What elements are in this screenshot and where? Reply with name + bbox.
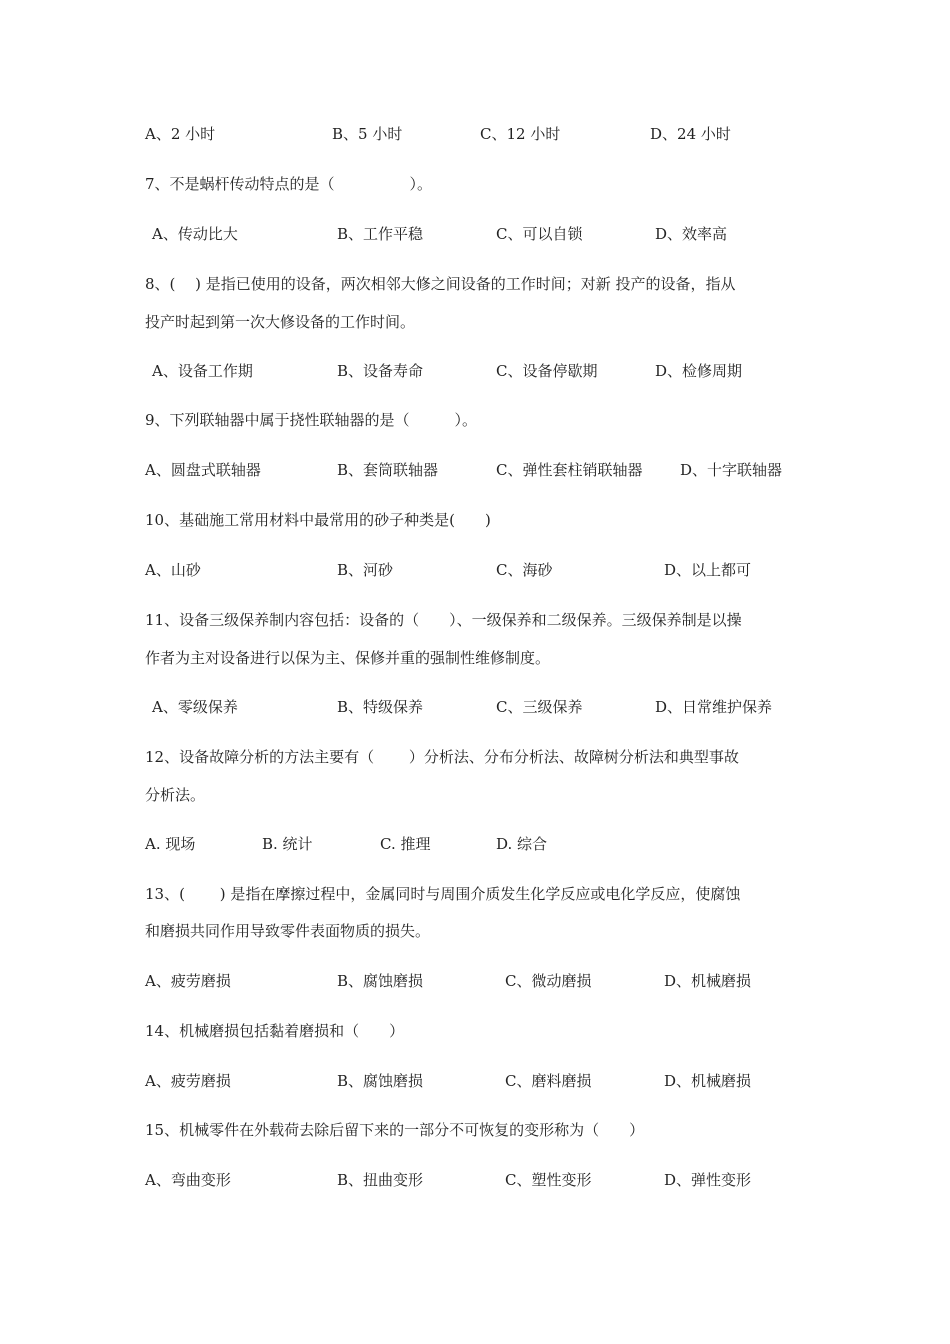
- q10-option-b: B、河砂: [337, 561, 394, 579]
- q15-option-c: C、塑性变形: [505, 1171, 592, 1189]
- q8-option-a: A、设备工作期: [152, 362, 253, 380]
- q7-option-b: B、工作平稳: [337, 225, 424, 243]
- q13-option-a: A、疲劳磨损: [145, 972, 231, 990]
- q13-option-c: C、微动磨损: [505, 972, 592, 990]
- question-12-line-2: 分析法。: [145, 786, 206, 804]
- q14-option-d: D、机械磨损: [664, 1072, 752, 1090]
- q8-option-b: B、设备寿命: [337, 362, 424, 380]
- q11-option-b: B、特级保养: [337, 698, 424, 716]
- q12-option-c: C. 推理: [380, 835, 431, 853]
- q11-option-a: A、零级保养: [152, 698, 238, 716]
- question-8-line-1: 8、( ) 是指已使用的设备，两次相邻大修之间设备的工作时间；对新 投产的设备，指从: [145, 275, 736, 293]
- q9-option-b: B、套筒联轴器: [337, 461, 439, 479]
- q13-option-b: B、腐蚀磨损: [337, 972, 424, 990]
- q15-option-a: A、弯曲变形: [145, 1171, 231, 1189]
- question-11-line-1: 11、设备三级保养制内容包括：设备的（ ）、一级保养和二级保养。三级保养制是以操: [145, 611, 742, 629]
- q7-option-a: A、传动比大: [152, 225, 238, 243]
- q12-option-b: B. 统计: [262, 835, 313, 853]
- q15-option-d: D、弹性变形: [664, 1171, 752, 1189]
- q6-option-a: A、2 小时: [145, 125, 216, 143]
- question-13-line-2: 和磨损共同作用导致零件表面物质的损失。: [145, 922, 431, 940]
- q14-option-a: A、疲劳磨损: [145, 1072, 231, 1090]
- q7-option-d: D、效率高: [655, 225, 728, 243]
- q8-option-d: D、检修周期: [655, 362, 743, 380]
- question-11-line-2: 作者为主对设备进行以保为主、保修并重的强制性维修制度。: [145, 649, 551, 667]
- q12-option-d: D. 综合: [496, 835, 548, 853]
- q7-option-c: C、可以自锁: [496, 225, 583, 243]
- q9-option-d: D、十字联轴器: [680, 461, 783, 479]
- q15-option-b: B、扭曲变形: [337, 1171, 424, 1189]
- q6-option-c: C、12 小时: [480, 125, 561, 143]
- question-14: 14、机械磨损包括黏着磨损和（ ）: [145, 1022, 405, 1040]
- q6-option-d: D、24 小时: [650, 125, 731, 143]
- q9-option-a: A、圆盘式联轴器: [145, 461, 261, 479]
- q11-option-d: D、日常维护保养: [655, 698, 773, 716]
- question-13-line-1: 13、( ) 是指在摩擦过程中，金属同时与周围介质发生化学反应或电化学反应，使腐蚀: [145, 885, 741, 903]
- q14-option-b: B、腐蚀磨损: [337, 1072, 424, 1090]
- q12-option-a: A. 现场: [145, 835, 196, 853]
- q11-option-c: C、三级保养: [496, 698, 583, 716]
- q6-option-b: B、5 小时: [332, 125, 403, 143]
- question-8-line-2: 投产时起到第一次大修设备的工作时间。: [145, 313, 416, 331]
- q14-option-c: C、磨料磨损: [505, 1072, 592, 1090]
- question-15: 15、机械零件在外载荷去除后留下来的一部分不可恢复的变形称为（ ）: [145, 1121, 645, 1139]
- q13-option-d: D、机械磨损: [664, 972, 752, 990]
- q10-option-c: C、海砂: [496, 561, 553, 579]
- question-10: 10、基础施工常用材料中最常用的砂子种类是( ): [145, 511, 491, 529]
- q9-option-c: C、弹性套柱销联轴器: [496, 461, 643, 479]
- q8-option-c: C、设备停歇期: [496, 362, 598, 380]
- q10-option-d: D、以上都可: [664, 561, 752, 579]
- question-7: 7、不是蜗杆传动特点的是（ ）。: [145, 175, 433, 193]
- q10-option-a: A、山砂: [145, 561, 201, 579]
- question-12-line-1: 12、设备故障分析的方法主要有（ ）分析法、分布分析法、故障树分析法和典型事故: [145, 748, 739, 766]
- question-9: 9、下列联轴器中属于挠性联轴器的是（ ）。: [145, 411, 478, 429]
